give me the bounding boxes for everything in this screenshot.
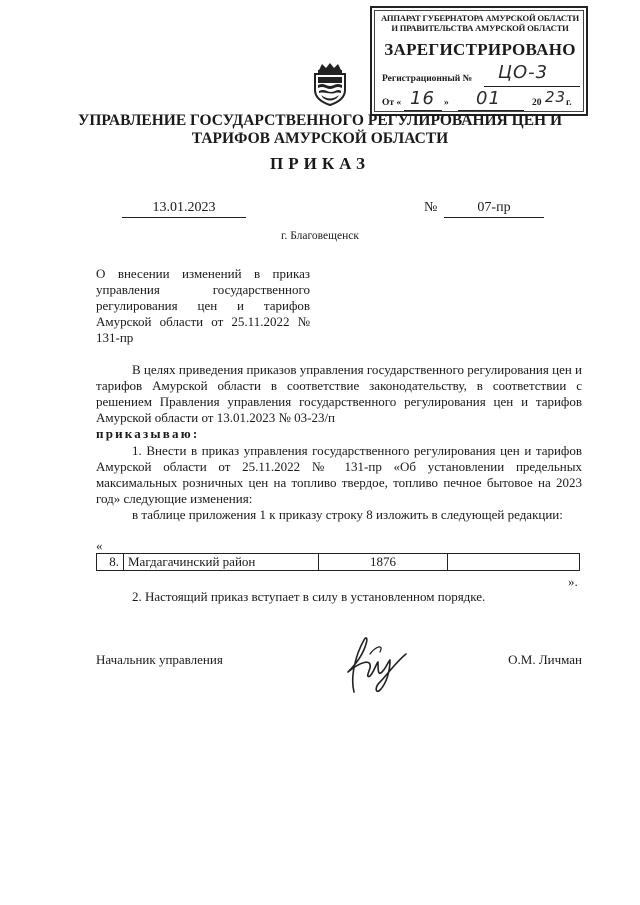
city: г. Благовещенск (281, 230, 359, 242)
row-number-cell: 8. (97, 554, 124, 571)
stamp-year-unit: г. (566, 98, 572, 108)
quote-open: « (96, 538, 103, 553)
order-number-sign: № (424, 200, 438, 215)
handwritten-signature (340, 632, 420, 698)
district-cell: Магдагачинский район (124, 554, 319, 571)
signer-name: О.М. Личман (508, 652, 582, 667)
price-cell: 1876 (319, 554, 448, 571)
document-type-title: ПРИКАЗ (270, 154, 370, 173)
stamp-registered-label: ЗАРЕГИСТРИРОВАНО (384, 40, 576, 59)
amendment-table (96, 553, 580, 571)
stamp-month-value: 01 (476, 88, 501, 109)
stamp-year-prefix: 20 (532, 98, 542, 108)
stamp-reg-number-line (484, 86, 580, 87)
coat-of-arms-emblem (311, 62, 349, 106)
signer-position: Начальник управления (96, 652, 223, 667)
order-word: приказываю: (96, 426, 200, 441)
registration-stamp (370, 6, 588, 116)
stamp-org-line1: АППАРАТ ГУБЕРНАТОРА АМУРСКОЙ ОБЛАСТИ (381, 13, 579, 23)
stamp-day-value: 16 (410, 88, 435, 109)
item-1-sub-paragraph: в таблице приложения 1 к приказу строку 8 изложить в следующей редакции: (132, 507, 563, 522)
organization-title-line2: ТАРИФОВ АМУРСКОЙ ОБЛАСТИ (191, 130, 449, 147)
organization-title-line1: УПРАВЛЕНИЕ ГОСУДАРСТВЕННОГО РЕГУЛИРОВАНИЯ ЦЕН И (77, 112, 563, 129)
stamp-reg-number-value: ЦО-3 (498, 62, 549, 83)
item-1-paragraph: 1. Внести в приказ управления государственного регулирования цен и тарифов Амурской области от 25.11.2022 № 131-пр «Об установлении предельных максимальных розничных цен на топливо твердое, топливо печное бытовое на 2023 год» следующие изменения: (96, 443, 582, 506)
order-number: 07-пр (444, 200, 544, 218)
order-date: 13.01.2023 (122, 200, 246, 218)
stamp-org-line2: И ПРАВИТЕЛЬСТВА АМУРСКОЙ ОБЛАСТИ (391, 23, 569, 33)
stamp-quote-close: » (444, 98, 449, 108)
item-2-paragraph: 2. Настоящий приказ вступает в силу в установленном порядке. (132, 589, 486, 604)
stamp-day-line (404, 110, 442, 111)
preamble-paragraph: В целях приведения приказов управления государственного регулирования цен и тарифов Амурской области в соответствие законодательству, в соответствии с решением Правления управления государственного регулирования цен и тарифов Амурской области от 13.01.2023 № 03-23/п (96, 362, 583, 425)
quote-close: ». (568, 574, 578, 589)
order-subject: О внесении изменений в приказ управления государственного регулирования цен и тарифов Амурской области от 25.11.2022 № 131-пр (96, 266, 310, 345)
table-row (97, 554, 580, 571)
empty-cell (448, 554, 580, 571)
organization-title (0, 112, 640, 148)
stamp-month-line (458, 110, 524, 111)
stamp-year-value: 23 (545, 88, 567, 106)
stamp-organization (380, 13, 580, 33)
stamp-from-label: От « (382, 98, 402, 108)
stamp-reg-number-label: Регистрационный № (382, 74, 473, 84)
